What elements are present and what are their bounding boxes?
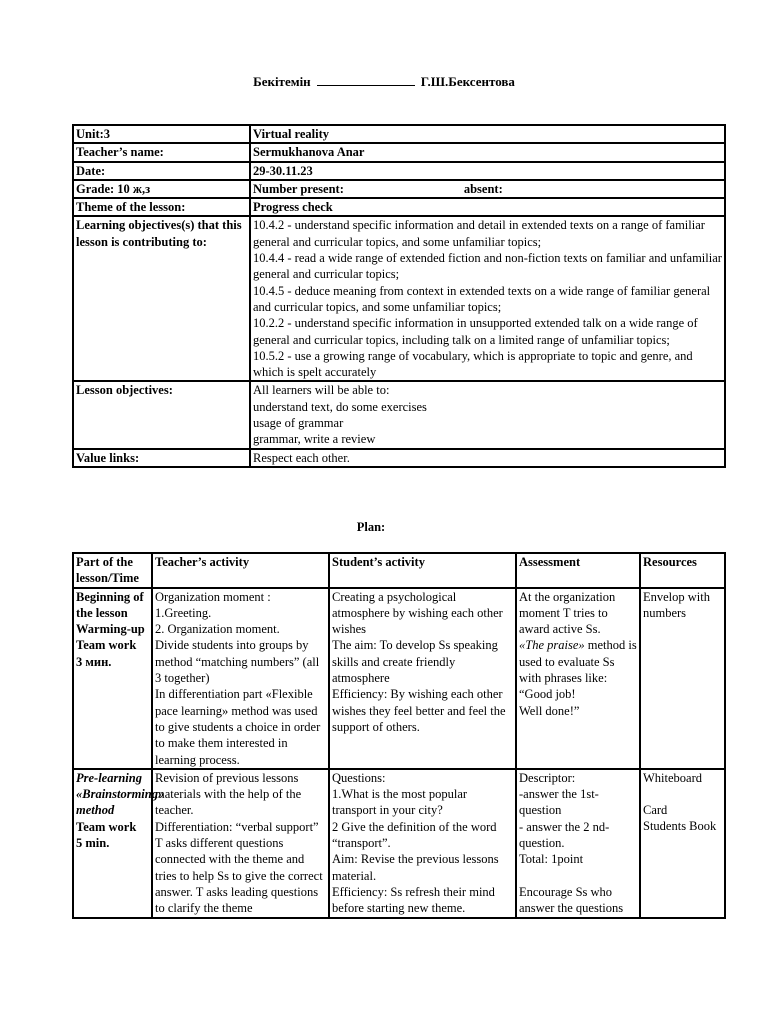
student-activity-cell — [330, 770, 517, 917]
student-line: Questions: — [332, 770, 386, 785]
lesson-objective-item: usage of grammar — [253, 416, 344, 431]
student-line: 2 Give the definition of the word “transport”. — [332, 819, 497, 851]
date-label: Date: — [74, 163, 251, 181]
date-value: 29-30.11.23 — [251, 163, 724, 181]
assessment-method: «The praise» — [519, 638, 585, 653]
header-resources: Resources — [641, 554, 724, 589]
assessment-cell — [517, 589, 641, 770]
teacher-line: T asks different questions connected with the theme and tries to help Ss to give the correct answer. T asks leading questions to clarify the theme — [155, 836, 323, 916]
student-line: 1.What is the most popular transport in your city? — [332, 787, 468, 818]
assessment-line — [519, 637, 637, 686]
resource-item: Students Book — [643, 819, 717, 834]
assessment-line: Well done!” — [519, 703, 580, 718]
teacher-line: In differentiation part «Flexible pace learning» method was used to give students a choice in order to make them interested in learning process. — [155, 687, 321, 767]
resources-cell: Envelop with numbers — [641, 589, 724, 770]
table-row — [74, 199, 724, 217]
lesson-objectives-list — [251, 382, 724, 449]
plan-title: Plan: — [356, 520, 386, 534]
part-line: 3 мин. — [76, 654, 112, 669]
resources-cell — [641, 770, 724, 917]
table-row — [74, 144, 724, 162]
student-line: Creating a psychological atmosphere by wishing each other wishes — [332, 589, 503, 637]
header-teacher: Teacher’s activity — [153, 554, 330, 589]
teacher-line: 2. Organization moment. — [155, 622, 280, 637]
assessment-line: Encourage Ss who answer the questions — [519, 884, 624, 915]
objective-item: 10.5.2 - use a growing range of vocabulary, which is appropriate to topic and genre, and which is spelt accurately — [253, 348, 693, 380]
teacher-activity-cell — [153, 589, 330, 770]
assessment-cell — [517, 770, 641, 917]
header-student: Student’s activity — [330, 554, 517, 589]
student-line: The aim: To develop Ss speaking skills and create friendly atmosphere — [332, 638, 498, 686]
assessment-method-desc: method is used to evaluate Ss with phrases like: — [519, 638, 637, 686]
objectives-list — [251, 217, 724, 382]
objective-item: 10.2.2 - understand specific information in unsupported extended talk on a wide range of general and curricular topics, including talk on a limited range of unfamiliar topics; — [253, 316, 698, 347]
number-present-label: Number present: — [253, 181, 344, 196]
table-row — [74, 126, 724, 144]
part-line: Team work — [76, 638, 137, 653]
resource-item: Whiteboard — [643, 770, 703, 785]
teacher-label: Teacher’s name: — [74, 144, 251, 162]
assessment-line: -answer the 1st-question — [519, 787, 599, 818]
part-time: 5 min. — [76, 836, 110, 851]
assessment-line: “Good job! — [519, 687, 576, 702]
lesson-info-table — [72, 124, 726, 468]
student-line: Efficiency: Ss refresh their mind before starting new theme. — [332, 884, 495, 916]
approve-label: Бекітемін — [253, 74, 311, 89]
lesson-objective-item: All learners will be able to: — [253, 383, 390, 398]
resource-item: Card — [643, 803, 668, 818]
table-header-row — [74, 554, 724, 589]
teacher-line: 1.Greeting. — [155, 605, 212, 620]
assessment-line: At the organization moment T tries to award active Ss. — [519, 589, 616, 637]
teacher-value: Sermukhanova Anar — [251, 144, 724, 162]
lesson-objective-item: grammar, write a review — [253, 432, 376, 447]
table-row — [74, 163, 724, 181]
objective-item: 10.4.4 - read a wide range of extended fiction and non-fiction texts on familiar and unfamiliar general and curricular topics; — [253, 251, 722, 282]
signature-line — [317, 73, 415, 86]
assessment-line: Total: 1point — [519, 852, 584, 867]
objective-item: 10.4.2 - understand specific information and detail in extended texts on a range of familiar general and curricular topics, and some unfamiliar topics; — [253, 218, 705, 249]
value-links-value: Respect each other. — [253, 450, 350, 465]
plan-table — [72, 552, 726, 919]
teacher-line: Organization moment : — [155, 589, 271, 604]
student-line: Aim: Revise the previous lessons material. — [332, 852, 499, 883]
part-team: Team work — [76, 819, 137, 834]
teacher-line: Divide students into groups by method “matching numbers” (all 3 together) — [155, 638, 320, 686]
student-activity-cell — [330, 589, 517, 770]
assessment-line: Descriptor: — [519, 770, 576, 785]
objectives-label: Learning objectives(s) that this lesson is contributing to: — [74, 217, 251, 382]
teacher-activity-cell — [153, 770, 330, 917]
absent-label: absent: — [463, 181, 503, 196]
part-cell — [74, 770, 165, 917]
lesson-objective-item: understand text, do some exercises — [253, 399, 427, 414]
attendance-cell — [251, 181, 724, 199]
part-line: Warming-up — [76, 622, 145, 637]
student-line: Efficiency: By wishing each other wishes they feel better and feel the support of others. — [332, 687, 506, 734]
table-row — [74, 770, 724, 917]
table-row — [74, 450, 724, 466]
approver-name: Г.Ш.Бексентова — [420, 74, 515, 89]
unit-label: Unit:3 — [74, 126, 251, 144]
part-cell — [74, 589, 153, 770]
unit-value: Virtual reality — [251, 126, 724, 144]
theme-value: Progress check — [251, 199, 724, 217]
assessment-line: - answer the 2 nd-question. — [519, 819, 610, 851]
approval-line — [0, 73, 768, 90]
objective-item: 10.4.5 - deduce meaning from context in extended texts on a wide range of familiar general and curricular topics, and some unfamiliar topics; — [253, 283, 711, 314]
spacer — [519, 868, 637, 884]
part-line: Beginning of the lesson — [76, 589, 144, 620]
table-row — [74, 382, 724, 449]
table-row — [74, 589, 724, 770]
grade-label: Grade: 10 ж,з — [74, 181, 251, 199]
lesson-objectives-label: Lesson objectives: — [74, 382, 251, 449]
header-assessment: Assessment — [517, 554, 641, 589]
teacher-line: Revision of previous lessons materials with the help of the teacher. — [155, 770, 302, 818]
table-row — [74, 217, 724, 382]
value-links-label: Value links: — [74, 450, 251, 466]
teacher-line: Differentiation: “verbal support” — [155, 819, 319, 834]
spacer — [643, 786, 722, 802]
table-row — [74, 181, 724, 199]
theme-label: Theme of the lesson: — [74, 199, 251, 217]
part-method: Pre-learning «Brainstorming» method — [76, 770, 165, 818]
header-part: Part of the lesson/Time — [74, 554, 153, 589]
